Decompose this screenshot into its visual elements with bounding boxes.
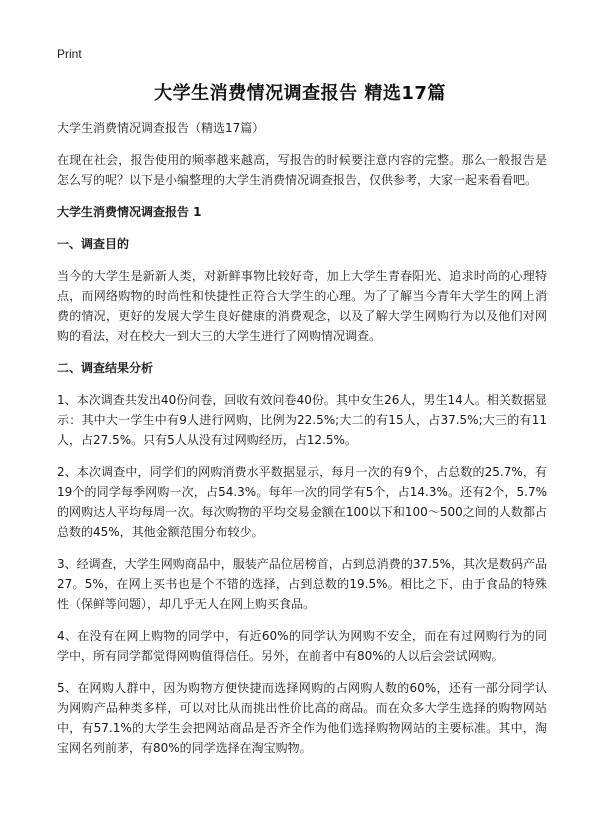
heading-purpose: 一、调查目的 bbox=[57, 237, 130, 251]
result-paragraph-1: 1、本次调查共发出40份问卷，回收有效问卷40份。其中女生26人，男生14人。相关数据显示：其中大一学生中有9人进行网购，比例为22.5%;大二的有15人，占37.5%;大三的有11人，占27.5%。只有5人从没有过网购经历，占12.5%。 bbox=[57, 393, 547, 447]
section-heading: 大学生消费情况调查报告 1 bbox=[57, 205, 202, 219]
page-title: 大学生消费情况调查报告 精选17篇 bbox=[154, 83, 446, 104]
document-subtitle: 大学生消费情况调查报告（精选17篇） bbox=[57, 121, 265, 135]
intro-paragraph: 在现在社会，报告使用的频率越来越高，写报告的时候要注意内容的完整。那么一般报告是怎么写的呢？以下是小编整理的大学生消费情况调查报告，仅供参考，大家一起来看看吧。 bbox=[57, 153, 547, 187]
heading-results: 二、调查结果分析 bbox=[57, 361, 154, 375]
document-body bbox=[57, 118, 547, 770]
result-paragraph-5: 5、在网购人群中，因为购物方便快捷而选择网购的占网购人数的60%，还有一部分同学认为网购产品种类多样，可以对比从而挑出性价比高的商品。而在众多大学生选择的购物网站中，有57.1%的大学生会把网站商品是否齐全作为他们选择购物网站的主要标准。其中，淘宝网名列前茅，有80%的同学选择在淘宝购物。 bbox=[57, 681, 547, 755]
result-paragraph-4: 4、在没有在网上购物的同学中，有近60%的同学认为网购不安全，而在有过网购行为的同学中，所有同学都觉得网购值得信任。另外，在前者中有80%的人以后会尝试网购。 bbox=[57, 629, 547, 663]
purpose-paragraph: 当今的大学生是新新人类，对新鲜事物比较好奇，加上大学生青春阳光、追求时尚的心理特点，而网络购物的时尚性和快捷性正符合大学生的心理。为了了解当今青年大学生的网上消费的情况，更好的发展大学生良好健康的消费观念，以及了解大学生网购行为以及他们对网购的看法，对在校大一到大三的大学生进行了网购情况调查。 bbox=[57, 269, 547, 343]
print-link[interactable]: Print bbox=[57, 47, 82, 61]
result-paragraph-2: 2、本次调查中，同学们的网购消费水平数据显示，每月一次的有9个，占总数的25.7%，有19个的同学每季网购一次，占54.3%。每年一次的同学有5个，占14.3%。还有2个，5.7%的网购达人平均每周一次。每次购物的平均交易金额在100以下和100～500之间的人数都占总数的45%，其他金额范围分布较少。 bbox=[57, 465, 547, 539]
result-paragraph-3: 3、经调查，大学生网购商品中，服装产品位居榜首，占到总消费的37.5%，其次是数码产品27。5%，在网上买书也是个不错的选择，占到总数的19.5%。相比之下，由于食品的特殊性（保鲜等问题），却几乎无人在网上购买食品。 bbox=[57, 557, 547, 611]
